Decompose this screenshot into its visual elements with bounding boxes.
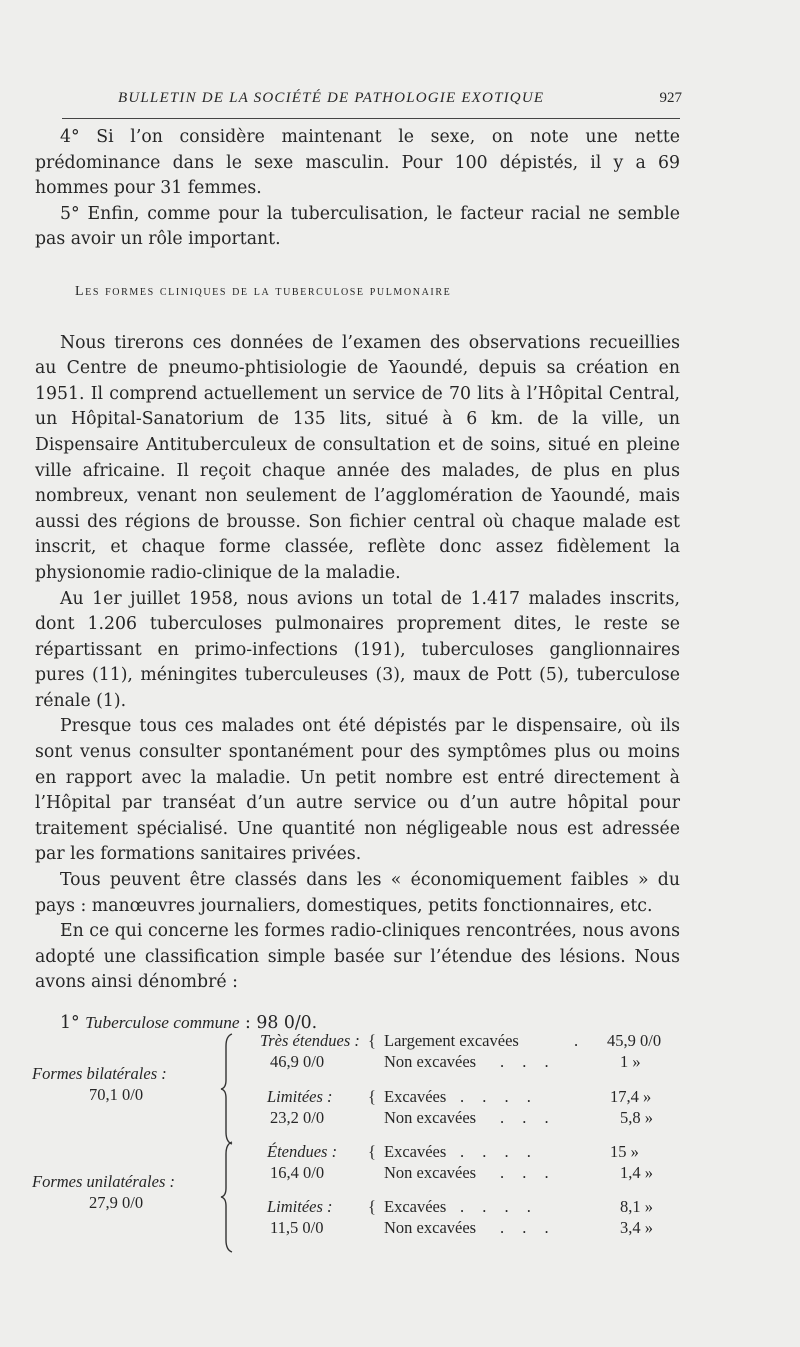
group-pct: 11,5 0/0 (270, 1218, 324, 1237)
subheading-number: 1° (60, 1013, 80, 1033)
row-value: 17,4 » (610, 1087, 652, 1106)
row-name: Excavées (384, 1197, 447, 1216)
group-pct: 46,9 0/0 (270, 1052, 325, 1071)
brace-glyph: { (368, 1197, 376, 1216)
row-name: Non excavées (384, 1052, 477, 1071)
row-name: Non excavées (384, 1163, 477, 1182)
paragraph: Au 1er juillet 1958, nous avions un total de 1.417 malades inscrits, dont 1.206 tuberculoses pulmonaires proprement dites, le reste se répartissant en primo-infections (191), tuberculoses ganglionnaires pures (11), méningites tuberculeuses (3), maux de Pott (5), tuberculose rénale (1). (35, 588, 680, 711)
paragraph: Nous tirerons ces données de l’examen des observations recueillies au Centre de pneumo-phtisiologie de Yaoundé, depuis sa création en 1951. Il comprend actuellement un service de 70 lits à l’Hôpital Central, un Hôpital-Sanatorium de 135 lits, situé à 6 km. de la ville, un Dispensaire Antituberculeux de consultation et de soins, situé en pleine ville africaine. Il reçoit chaque année des malades, de plus en plus nombreux, venant non seulement de l’agglomération de Yaoundé, mais aussi des régions de brousse. Son fichier central où chaque malade est inscrit, et chaque forme classée, reflète donc assez fidèlement la physionomie radio-clinique de la maladie. (35, 332, 680, 583)
row-value: 15 » (610, 1142, 639, 1161)
section-heading: Les formes cliniques de la tuberculose pulmonaire (75, 283, 452, 299)
body-text (35, 125, 680, 1037)
group-label: Très étendues : (260, 1031, 360, 1050)
row-name: Excavées (384, 1087, 447, 1106)
paragraph: En ce qui concerne les formes radio-cliniques rencontrées, nous avons adopté une classification simple basée sur l’étendue des lésions. Nous avons ainsi dénombré : (35, 921, 680, 993)
row-name: Largement excavées (384, 1031, 519, 1050)
classification-table (30, 1028, 690, 1258)
page-number: 927 (659, 90, 682, 106)
bilateral-pct: 70,1 0/0 (89, 1085, 144, 1104)
row-value: 3,4 » (620, 1218, 653, 1237)
group-label: Limitées : (267, 1087, 333, 1106)
brace-glyph: { (368, 1031, 376, 1050)
unilateral-pct: 27,9 0/0 (89, 1193, 144, 1212)
row-dots: . . . . (460, 1197, 538, 1216)
row-dots: . . . (500, 1163, 556, 1182)
row-value: 45,9 0/0 (607, 1031, 662, 1050)
row-name: Non excavées (384, 1218, 477, 1237)
unilateral-brace (220, 1140, 236, 1254)
row-value: 5,8 » (620, 1108, 653, 1127)
unilateral-label: Formes unilatérales : (32, 1172, 175, 1191)
paragraph: 4° Si l’on considère maintenant le sexe, on note une nette prédominance dans le sexe masculin. Pour 100 dépistés, il y a 69 hommes pour 31 femmes. (35, 127, 680, 199)
row-dots: . . . (500, 1218, 556, 1237)
bilateral-brace (220, 1032, 236, 1146)
paragraph: Presque tous ces malades ont été dépistés par le dispensaire, où ils sont venus consulter spontanément pour des symptômes plus ou moins en rapport avec la maladie. Un petit nombre est entré directement à l’Hôpital par transéat d’un autre service ou d’un autre hôpital pour traitement spécialisé. Une quantité non négligeable nous est adressée par les formations sanitaires privées. (35, 716, 680, 865)
row-dots: . . . . (460, 1142, 538, 1161)
subheading-label: Tuberculose commune (85, 1013, 240, 1032)
brace-glyph: { (368, 1142, 376, 1161)
group-label: Limitées : (267, 1197, 333, 1216)
row-dots: . (574, 1031, 579, 1050)
group-label: Étendues : (267, 1142, 338, 1161)
row-value: 8,1 » (620, 1197, 653, 1216)
paragraph: 5° Enfin, comme pour la tuberculisation, le facteur racial ne semble pas avoir un rôle important. (35, 203, 680, 250)
row-dots: . . . (500, 1108, 556, 1127)
header-rule (62, 118, 680, 119)
row-name: Excavées (384, 1142, 447, 1161)
group-pct: 16,4 0/0 (270, 1163, 325, 1182)
group-pct: 23,2 0/0 (270, 1108, 325, 1127)
row-value: 1,4 » (620, 1163, 653, 1182)
row-value: 1 » (620, 1052, 641, 1071)
journal-title: BULLETIN DE LA SOCIÉTÉ DE PATHOLOGIE EXOTIQUE (118, 90, 545, 106)
paragraph: Tous peuvent être classés dans les « économiquement faibles » du pays : manœuvres journaliers, domestiques, petits fonctionnaires, etc. (35, 870, 680, 916)
subheading-value: : 98 0/0. (245, 1013, 318, 1033)
row-dots: . . . (500, 1052, 556, 1071)
row-dots: . . . . (460, 1087, 538, 1106)
row-name: Non excavées (384, 1108, 477, 1127)
bilateral-label: Formes bilatérales : (32, 1064, 167, 1083)
brace-glyph: { (368, 1087, 376, 1106)
